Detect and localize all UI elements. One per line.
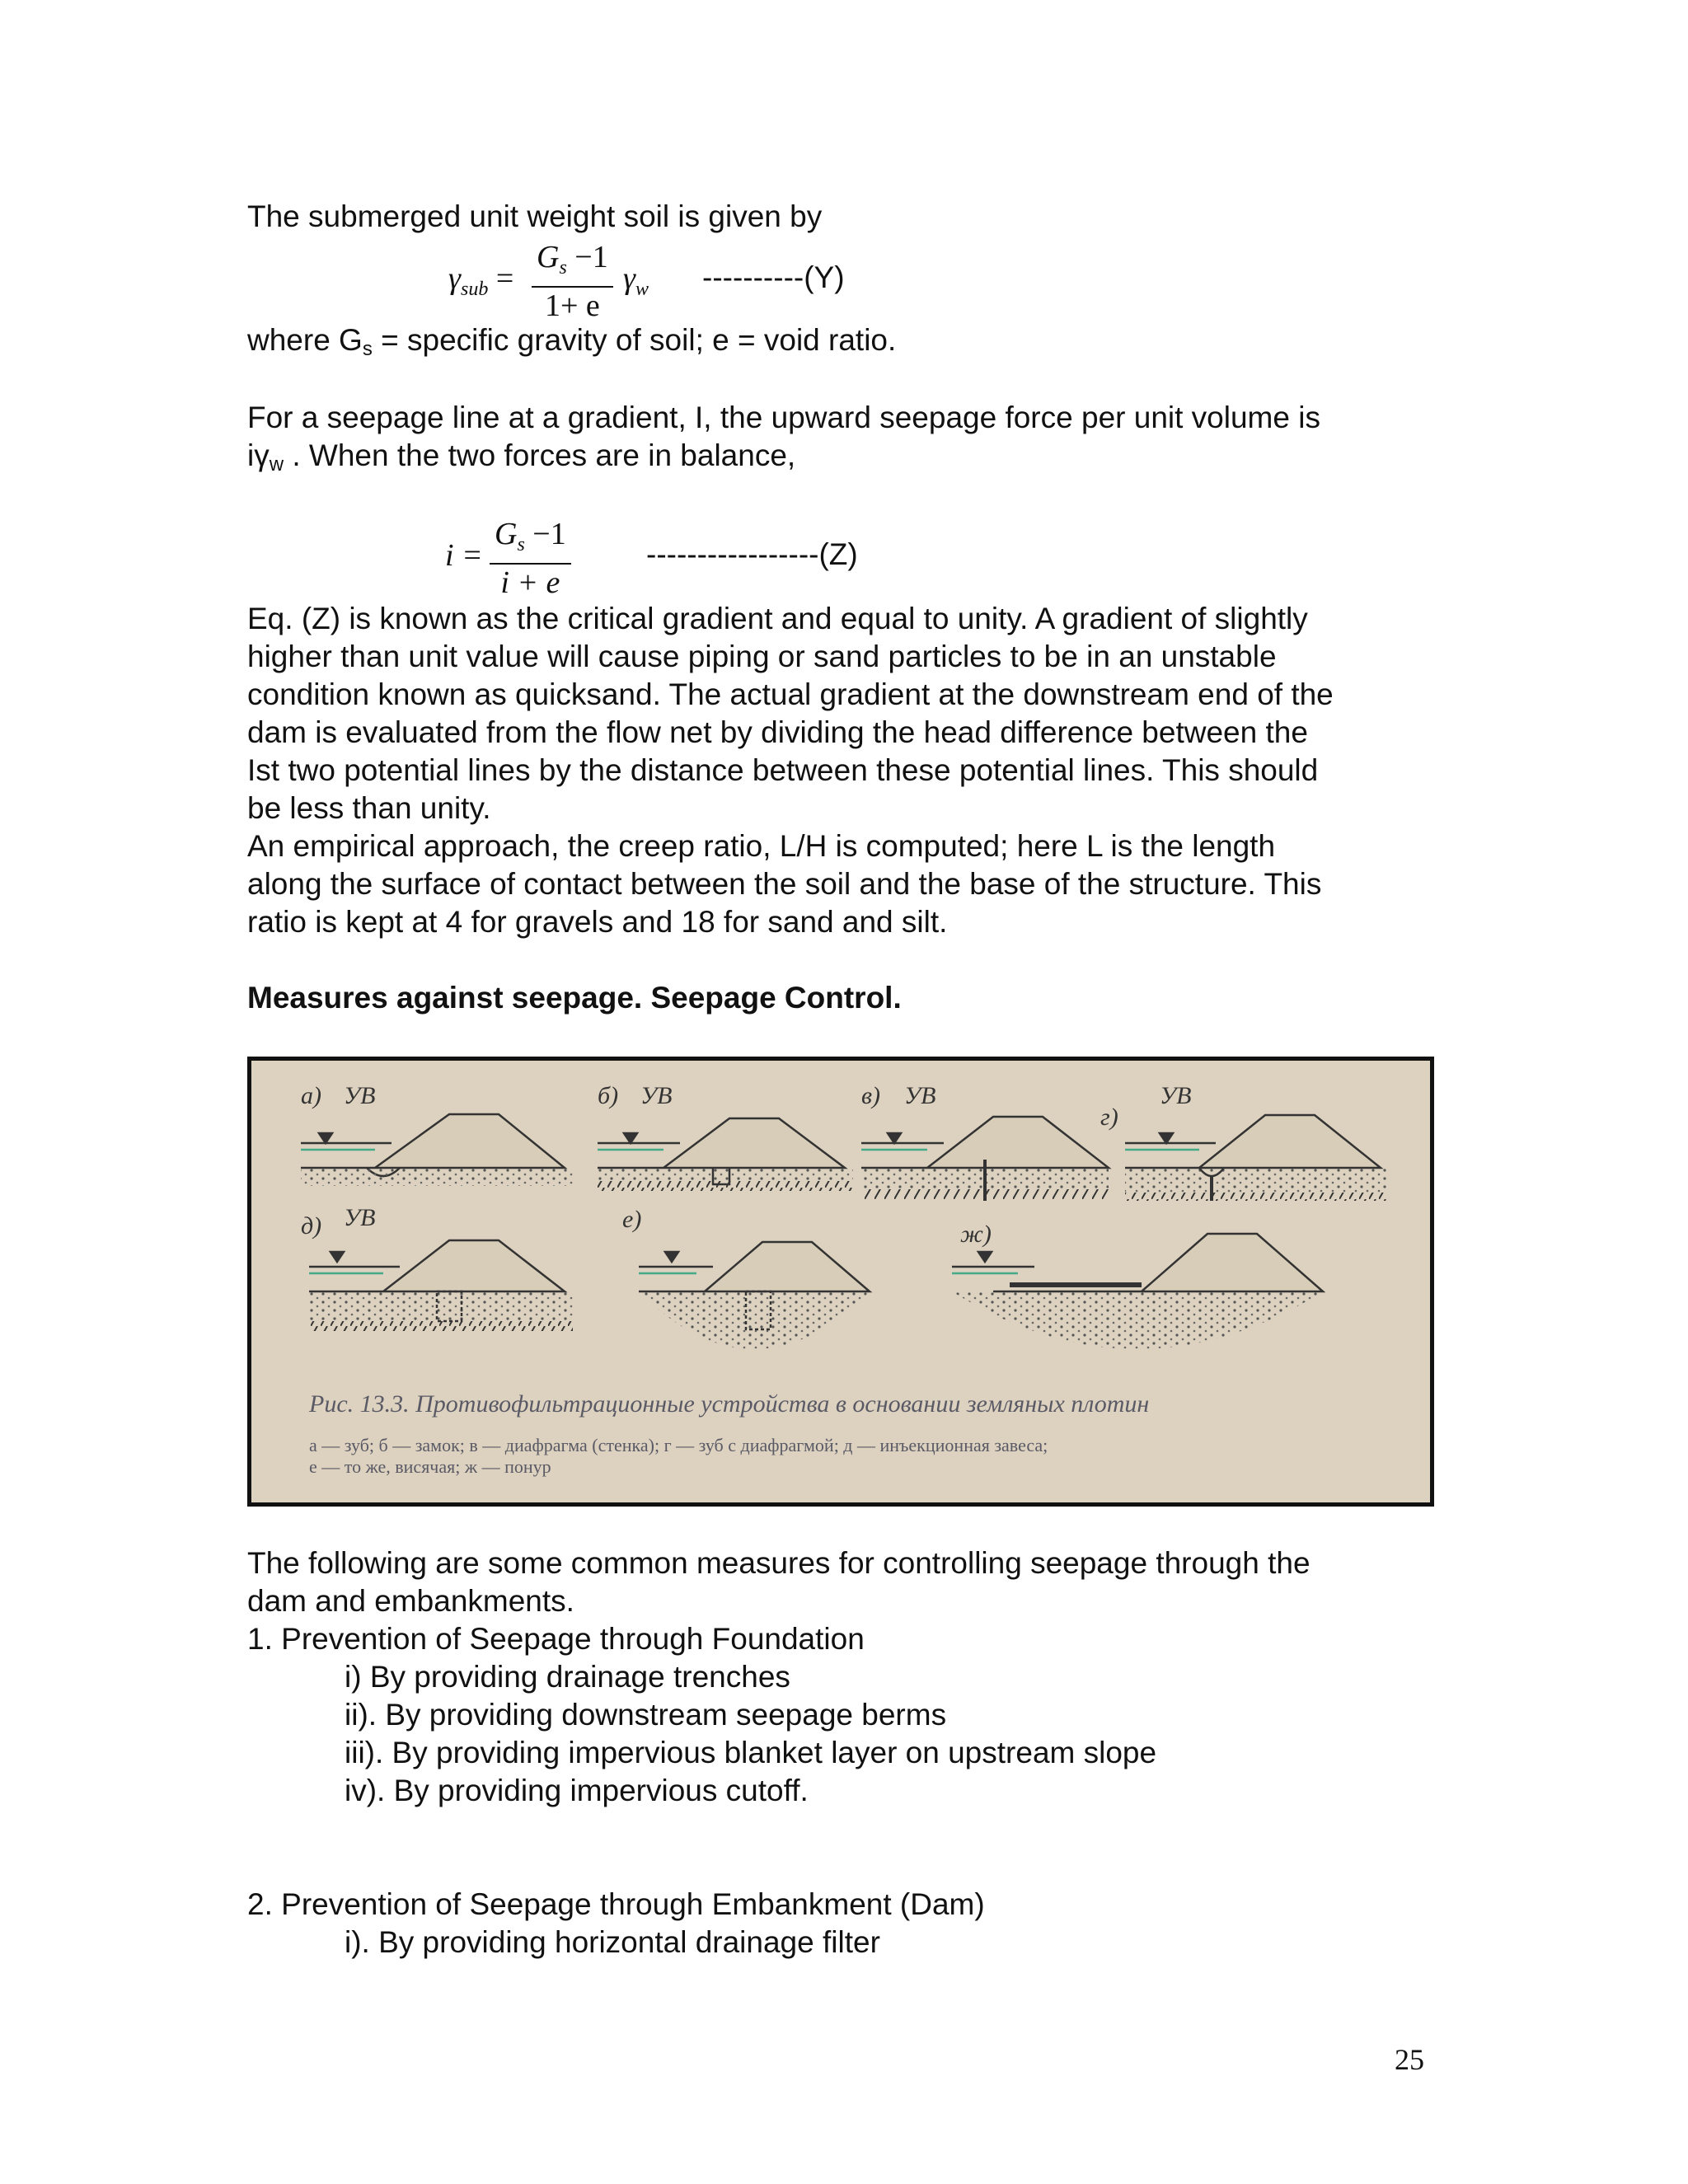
list-item: iv). By providing impervious cutoff. — [345, 1774, 809, 1807]
measures-intro-line-1: The following are some common measures for controlling seepage through the — [247, 1546, 1311, 1580]
panel-d — [309, 1240, 573, 1331]
panel-label: б) — [598, 1082, 619, 1109]
paragraph-line: condition known as quicksand. The actual gradient at the downstream end of the — [247, 677, 1334, 711]
eq-z-num-sub: s — [517, 534, 525, 555]
page-number: 25 — [1395, 2043, 1424, 2076]
figure-caption-line-2: е — то же, висячая; ж — понур — [309, 1456, 551, 1477]
panel-label: в) — [861, 1082, 881, 1109]
seepage-control-figure — [247, 1057, 1434, 1507]
panel-label: д) — [301, 1212, 322, 1240]
paragraph-line: Ist two potential lines by the distance between these potential lines. This should — [247, 753, 1319, 787]
where-text: where Gs = specific gravity of soil; e = void ratio. — [247, 323, 897, 360]
water-level-label: УВ — [344, 1204, 376, 1231]
measures-intro-line-2: dam and embankments. — [247, 1584, 574, 1618]
panel-a — [301, 1114, 573, 1186]
eq-y-equals: = — [495, 261, 514, 296]
figure-caption-line-1: а — зуб; б — замок; в — диафрагма (стенка); г — зуб с диафрагмой; д — инъекционная завеса; — [309, 1435, 1048, 1455]
eq-z-label: -----------------(Z) — [646, 537, 858, 571]
section-2-title: 2. Prevention of Seepage through Embankment (Dam) — [247, 1887, 985, 1921]
paragraph-line: be less than unity. — [247, 791, 491, 825]
eq-z-denominator: i + e — [500, 565, 560, 600]
seepage-line-1: For a seepage line at a gradient, I, the upward seepage force per unit volume is — [247, 401, 1320, 434]
eq-y-num-g: G — [537, 240, 560, 274]
panel-v — [861, 1117, 1109, 1201]
eq-z-num-rest: −1 — [524, 517, 566, 551]
panel-label: е) — [622, 1206, 642, 1233]
eq-y-rhs-sub: w — [635, 279, 649, 300]
panel-zh — [952, 1234, 1323, 1349]
panel-label: а) — [301, 1082, 321, 1109]
eq-y-num-rest: −1 — [566, 240, 608, 274]
section-heading: Measures against seepage. Seepage Control. — [247, 981, 902, 1015]
panel-b — [598, 1118, 853, 1191]
panel-g — [1125, 1115, 1389, 1201]
intro-text: The submerged unit weight soil is given by — [247, 199, 823, 233]
eq-y-label: ----------(Y) — [702, 260, 845, 294]
section-1-title: 1. Prevention of Seepage through Foundation — [247, 1622, 865, 1656]
list-item: iii). By providing impervious blanket layer on upstream slope — [345, 1736, 1157, 1769]
paragraph-line: along the surface of contact between the soil and the base of the structure. This — [247, 867, 1322, 901]
paragraph-line: Eq. (Z) is known as the critical gradient and equal to unity. A gradient of slightly — [247, 602, 1308, 635]
paragraph-line: dam is evaluated from the flow net by dividing the head difference between the — [247, 715, 1308, 749]
eq-z-lhs: i = — [445, 538, 483, 573]
water-level-label: УВ — [640, 1082, 673, 1109]
eq-y-lhs-sub: sub — [460, 279, 489, 300]
list-item: ii). By providing downstream seepage berms — [345, 1698, 947, 1732]
panel-label: г) — [1100, 1104, 1118, 1131]
panel-label: ж) — [960, 1221, 992, 1248]
paragraph-line: An empirical approach, the creep ratio, L/H is computed; here L is the length — [247, 829, 1276, 863]
paragraph-line: higher than unit value will cause piping or sand particles to be in an unstable — [247, 640, 1277, 673]
water-level-label: УВ — [1160, 1082, 1192, 1109]
eq-z-fraction — [490, 516, 571, 601]
paragraph-line: ratio is kept at 4 for gravels and 18 for sand and silt. — [247, 905, 948, 939]
eq-y-rhs: γ — [623, 261, 635, 296]
figure-caption: Рис. 13.3. Противофильтрационные устройства в основании земляных плотин — [309, 1390, 1150, 1418]
eq-y-num-sub: s — [559, 257, 567, 279]
eq-y-lhs: γ — [448, 261, 461, 296]
list-item: i). By providing horizontal drainage filter — [345, 1925, 880, 1959]
panel-e — [639, 1242, 870, 1349]
eq-y-fraction — [532, 239, 613, 324]
seepage-line-2: iγw . When the two forces are in balance, — [247, 438, 796, 476]
water-level-label: УВ — [904, 1082, 936, 1109]
eq-z-num-g: G — [495, 517, 518, 551]
water-level-label: УВ — [344, 1082, 376, 1109]
eq-y-denominator: 1+ e — [544, 288, 600, 323]
list-item: i) By providing drainage trenches — [345, 1660, 790, 1694]
